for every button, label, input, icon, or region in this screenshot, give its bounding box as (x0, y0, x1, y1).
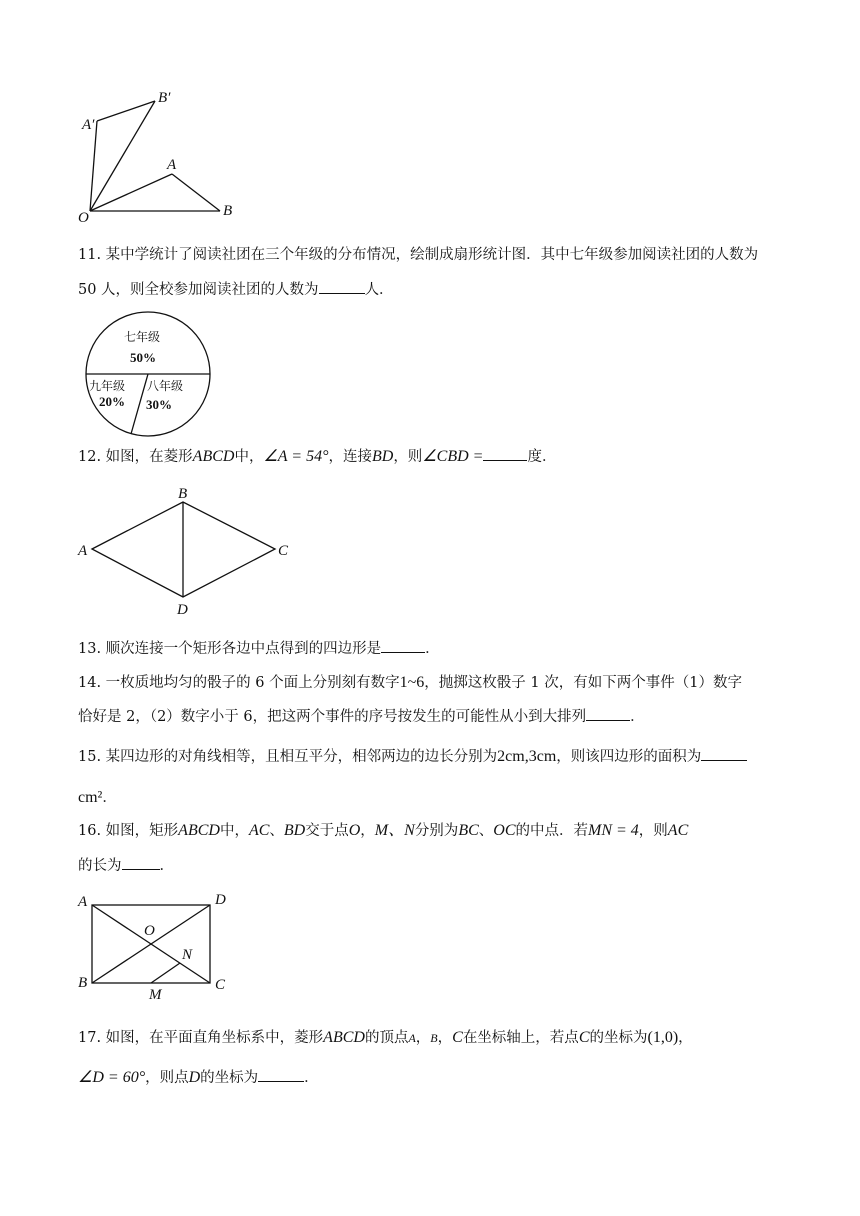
segment-ob1 (90, 101, 155, 211)
q16-ac: AC (248, 822, 270, 839)
answer-blank (122, 855, 160, 870)
q11-text: 50 人，则全校参加阅读社团的人数为 (78, 282, 319, 298)
label-c: C (215, 977, 226, 993)
q13-end: ． (425, 641, 440, 657)
question-15-line2 (78, 787, 790, 809)
q17-coord: (1,0) (647, 1029, 679, 1046)
rectangle-figure (75, 888, 245, 1008)
q12-bd: BD (371, 448, 394, 465)
label-a: A (78, 894, 88, 910)
question-16-line2 (78, 855, 790, 877)
pie-chart (80, 310, 220, 440)
q14-range: 1~6 (399, 674, 425, 691)
q16-ac-2: AC (667, 822, 689, 839)
q16-text-2: 中， (219, 823, 249, 839)
q17-sep-2: ， (437, 1030, 453, 1046)
label-a: A (78, 543, 88, 559)
q17-text: 17. 如图，在平面直角坐标系中，菱形 (78, 1030, 324, 1046)
question-11-line1: 11. 某中学统计了阅读社团在三个年级的分布情况，绘制成扇形统计图．其中七年级参加阅读社团的人数为 (78, 247, 759, 263)
label-c: C (278, 543, 289, 559)
q12-text-4: ，则 (393, 449, 423, 465)
slice-pct-grade8: 30% (146, 397, 172, 412)
q17-end: ． (304, 1070, 319, 1086)
question-13 (78, 638, 790, 660)
q16-text-4: 分别为 (414, 823, 459, 839)
segment-a1b1 (97, 101, 155, 121)
q16-sep-3: 、 (478, 823, 494, 839)
segment-mn (151, 963, 180, 983)
label-b: B (78, 975, 88, 991)
q16-text-7: 的长为 (78, 858, 122, 874)
q17-b: B (430, 1031, 438, 1045)
q15-end: ． (102, 790, 117, 806)
slice-pct-grade7: 50% (130, 350, 156, 365)
slice-label-grade9: 九年级 (89, 379, 126, 393)
answer-blank (258, 1067, 304, 1082)
q14-end: ． (630, 709, 645, 725)
label-a: A (167, 157, 177, 173)
q12-unit: 度． (527, 449, 557, 465)
q16-o: O (348, 822, 361, 839)
q14-text: 14. 一枚质地均匀的骰子的 6 个面上分别刻有数字 (78, 675, 400, 691)
question-14-line1 (78, 672, 790, 694)
label-o: O (78, 210, 89, 226)
q17-a: A (408, 1031, 416, 1045)
q16-sep: 、 (269, 823, 284, 839)
q15-text: 15. 某四边形的对角线相等，且相互平分，相邻两边的边长分别为 (78, 749, 498, 765)
answer-blank (483, 446, 527, 461)
q17-text-5: ，则点 (145, 1070, 189, 1086)
q17-text-3: 在坐标轴上，若点 (462, 1030, 579, 1046)
q16-text-6: ，则 (638, 823, 668, 839)
q12-text: 12. 如图，在菱形 (78, 449, 193, 465)
slice-label-grade8: 八年级 (147, 379, 184, 393)
slice-label-grade7: 七年级 (124, 330, 161, 344)
q11-unit: 人． (364, 282, 394, 298)
question-12 (78, 446, 790, 468)
question-11-line2 (78, 279, 790, 301)
q12-text-2: 中， (234, 449, 264, 465)
label-d: D (215, 892, 226, 908)
q16-mn: M、N (374, 822, 415, 839)
q12-text-3: ，连接 (328, 449, 372, 465)
q16-text-5: 的中点．若 (515, 823, 588, 839)
question-15-line1 (78, 746, 790, 768)
segment-oa1 (90, 121, 97, 211)
q16-sep-2: ， (360, 823, 375, 839)
q16-end: ． (159, 858, 174, 874)
q17-c-2: C (578, 1029, 590, 1046)
q17-c: C (452, 1029, 463, 1046)
label-n: N (182, 947, 193, 963)
q17-text-6: 的坐标为 (200, 1070, 259, 1086)
q17-abcd: ABCD (323, 1029, 365, 1046)
rhombus-figure (75, 485, 315, 618)
segment-oa (90, 174, 172, 211)
q12-angle-cbd: ∠CBD = (422, 448, 484, 465)
q12-abcd: ABCD (192, 448, 235, 465)
segment-ab (172, 174, 220, 211)
q14-text-3: 恰好是 2，（2）数字小于 6，把这两个事件的序号按发生的可能性从小到大排列 (78, 709, 587, 725)
question-14-line2 (78, 706, 790, 728)
label-m: M (149, 987, 162, 1003)
q16-abcd: ABCD (178, 822, 220, 839)
rotation-figure (75, 85, 275, 225)
question-16-line1 (78, 820, 790, 842)
answer-blank (586, 706, 630, 721)
q16-text: 16. 如图，矩形 (78, 823, 179, 839)
q17-sep: ， (415, 1030, 431, 1046)
label-d: D (177, 602, 188, 618)
q17-sep-3: ， (678, 1030, 693, 1046)
q16-mn-eq: MN = 4 (588, 822, 639, 839)
q15-text-2: ，则该四边形的面积为 (556, 749, 702, 765)
slice-pct-grade9: 20% (99, 394, 125, 409)
q17-angle-d: ∠D = 60° (78, 1069, 146, 1086)
q15-dims: 2cm,3cm (497, 748, 557, 765)
label-o: O (144, 923, 155, 939)
q17-text-2: 的顶点 (364, 1030, 409, 1046)
label-b: B (178, 486, 188, 502)
label-b-prime: B′ (158, 90, 171, 106)
label-a-prime: A′ (82, 117, 95, 133)
q13-text: 13. 顺次连接一个矩形各边中点得到的四边形是 (78, 641, 382, 657)
label-b: B (223, 203, 233, 219)
answer-blank (381, 638, 425, 653)
q17-d: D (188, 1069, 201, 1086)
q16-text-3: 交于点 (305, 823, 349, 839)
q16-bd: BD (283, 822, 306, 839)
q16-bc: BC (458, 822, 479, 839)
q16-oc: OC (493, 822, 516, 839)
q14-text-2: ，抛掷这枚骰子 1 次，有如下两个事件（1）数字 (424, 675, 742, 691)
answer-blank (701, 746, 747, 761)
answer-blank (319, 279, 365, 294)
q15-unit: cm² (78, 789, 103, 806)
question-17-line1 (78, 1027, 790, 1049)
question-17-line2 (78, 1067, 790, 1089)
q12-angle-a: ∠A = 54° (263, 448, 329, 465)
q17-text-4: 的坐标为 (589, 1030, 648, 1046)
